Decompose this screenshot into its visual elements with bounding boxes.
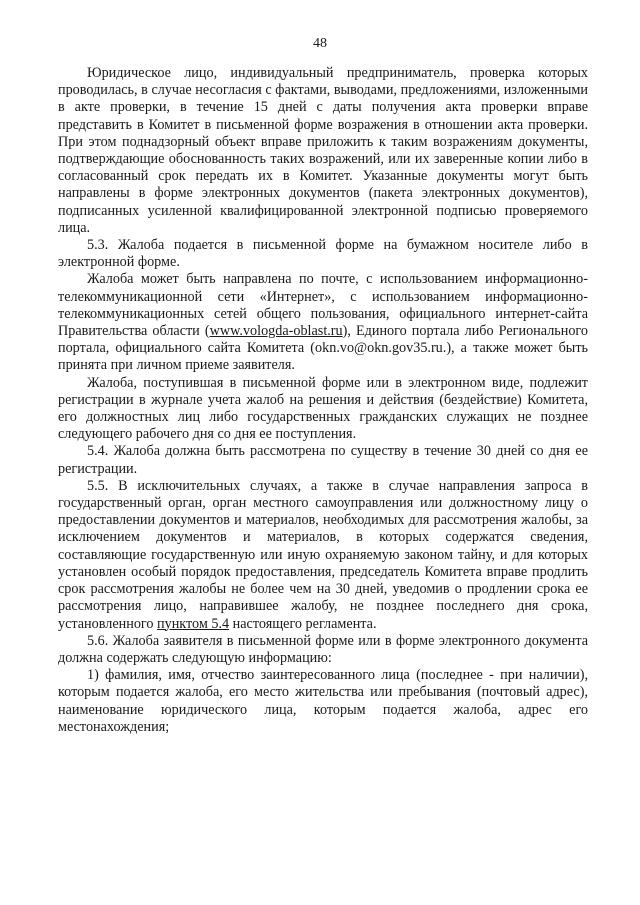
page-number: 48 [313,36,327,51]
paragraph-text: Жалоба может быть направлена по почте, с использованием информационно-телекоммуникационной сети «Интернет», с использованием информационно-телекоммуникационных сетей общего пользования, официального интернет-сайта Правительства области ( [58,271,588,340]
paragraph-5-5 [58,478,588,633]
paragraph-complaint-registration: Жалоба, поступившая в письменной форме или в электронном виде, подлежит регистрации в журнале учета жалоб на решения и действия (бездействие) Комитета, его должностных лиц либо государственных гражданских служащих не позднее следующего рабочего дня со дня ее поступления. [58,374,588,443]
paragraph-text: ), Единого портала либо Регионального портала, официального сайта Комитета (okn.vo@okn.gov35.ru.), а также может быть принята при личном приеме заявителя. [58,323,588,374]
paragraph-complaint-channels [58,271,588,374]
paragraph-5-3: 5.3. Жалоба подается в письменной форме на бумажном носителе либо в электронной форме. [58,237,588,271]
paragraph-5-4: 5.4. Жалоба должна быть рассмотрена по существу в течение 30 дней со дня ее регистрации. [58,443,588,477]
paragraph-text: настоящего регламента. [229,615,377,632]
paragraph-5-6: 5.6. Жалоба заявителя в письменной форме или в форме электронного документа должна содержать следующую информацию: [58,632,588,666]
paragraph-5-6-item-1: 1) фамилия, имя, отчество заинтересованного лица (последнее - при наличии), которым подается жалоба, его место жительства или пребывания (почтовый адрес), наименование юридического лица, которым подается жалоба, адрес его местонахождения; [58,667,588,735]
clause-5-4-link[interactable]: пунктом 5.4 [157,615,230,632]
document-body [58,65,588,736]
paragraph-text: 5.5. В исключительных случаях, а также в случае направления запроса в государственный орган, орган местного самоуправления или должностному лицу о предоставлении документов и материалов, необходимых для рассмотрения жалобы, за исключением документов и материалов, в которых содержатся сведения, составляющие государственную или иную охраняемую законом тайну, и для которых установлен особый порядок предоставления, председатель Комитета вправе продлить срок рассмотрения жалобы не более чем на 30 дней, уведомив о продлении срока ее рассмотрения лицо, направившее жалобу, не позднее последнего дня срока, установленного [58,477,588,632]
vologda-oblast-site-link[interactable]: www.vologda-oblast.ru [209,323,343,340]
paragraph-objections: Юридическое лицо, индивидуальный предприниматель, проверка которых проводилась, в случае несогласия с фактами, выводами, предложениями, изложенными в акте проверки, в течение 15 дней с даты получения акта проверки вправе представить в Комитет в письменной форме возражения в отношении акта проверки. При этом поднадзорный объект вправе приложить к таким возражениям документы, подтверждающие обоснованность таких возражений, или их заверенные копии либо в согласованный срок передать их в Комитет. Указанные документы могут быть направлены в форме электронных документов (пакета электронных документов), подписанных усиленной квалифицированной электронной подписью проверяемого лица. [58,65,588,236]
